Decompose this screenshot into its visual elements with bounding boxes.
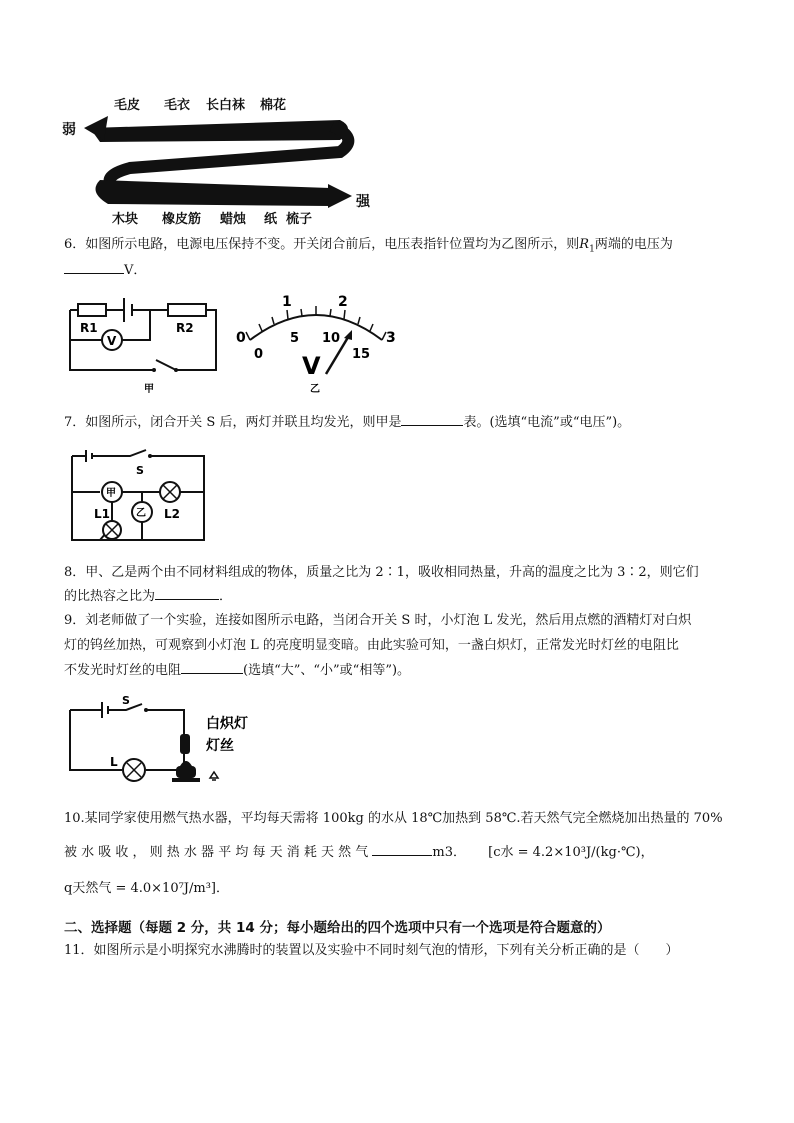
series-bottom-label-3: 蜡烛 bbox=[220, 212, 247, 227]
dial-bottom-0: 0 bbox=[254, 347, 264, 362]
question-7-text: 7．如图所示，闭合开关 S 后，两灯并联且均发光，则甲是 表。(选填“电流”或“电压”)。 bbox=[64, 410, 630, 436]
series-top-label-2: 毛衣 bbox=[164, 98, 191, 113]
q7-meter-yi: 乙 bbox=[136, 508, 146, 519]
q8-answer-blank[interactable] bbox=[155, 585, 219, 600]
question-6-line-2: V． bbox=[64, 258, 146, 284]
q6-circuit-diagram bbox=[64, 292, 224, 396]
dial-bottom-5: 5 bbox=[290, 331, 300, 346]
series-top-label-3: 长白袜 bbox=[206, 98, 246, 113]
r2-label: R2 bbox=[176, 321, 194, 335]
q7-circuit-diagram bbox=[66, 446, 212, 548]
q9-lamp-label: L bbox=[110, 755, 118, 769]
q6-voltmeter-dial bbox=[232, 292, 402, 396]
question-10-line-2: 被 水 吸 收 ， 则 热 水 器 平 均 每 天 消 耗 天 然 气 m3． [c水 = 4.2×10³J/(kg·℃)， bbox=[64, 840, 654, 866]
q7-switch-label: S bbox=[136, 464, 144, 477]
series-top-label-4: 棉花 bbox=[260, 98, 287, 113]
series-top-label-1: 毛皮 bbox=[114, 98, 141, 113]
dial-top-1: 1 bbox=[282, 294, 292, 310]
q7-meter-jia: 甲 bbox=[106, 488, 116, 499]
question-11-text: 11．如图所示是小明探究水沸腾时的装置以及实验中不同时刻气泡的情形，下列有关分析正确的是（ ） bbox=[64, 943, 679, 958]
series-bottom-label-1: 木块 bbox=[112, 212, 139, 227]
question-10-line-3 bbox=[64, 876, 229, 902]
question-9-line-3: 不发光时灯丝的电阻 (选填“大”、“小”或“相等”)。 bbox=[64, 658, 410, 684]
fig-a-caption: 甲 bbox=[144, 384, 154, 395]
q7-lamp1-label: L1 bbox=[94, 507, 110, 521]
dial-v-symbol: V bbox=[302, 352, 321, 380]
question-8-line-2: 的比热容之比为 ． bbox=[64, 584, 232, 610]
dial-bottom-15: 15 bbox=[352, 347, 371, 362]
series-strong-label: 强 bbox=[356, 194, 370, 210]
q10-specific-heat-formula: [c水 = 4.2×10³J/(kg·℃)， bbox=[488, 845, 654, 860]
q9-bulb-label: 白炽灯 bbox=[206, 716, 248, 732]
question-8-line-1: 8．甲、乙是两个由不同材料组成的物体，质量之比为 2∶1，吸收相同热量，升高的温度之比为 3∶2，则它们 bbox=[64, 565, 699, 580]
q6-answer-blank[interactable] bbox=[64, 259, 124, 274]
series-weak-label: 弱 bbox=[62, 122, 76, 138]
r1-symbol: R bbox=[579, 237, 590, 252]
q10-answer-blank[interactable] bbox=[372, 841, 432, 856]
series-bottom-label-4: 纸 bbox=[264, 212, 278, 227]
question-6-line-1: 6．如图所示电路，电源电压保持不变。开关闭合前后，电压表指针位置均为乙图所示，则$R_1$两端的电压为 bbox=[64, 237, 673, 255]
q9-circuit-diagram bbox=[66, 694, 266, 794]
section-2-heading: 二、选择题（每题 2 分，共 14 分；每小题给出的四个选项中只有一个选项是符合题意的） bbox=[64, 920, 611, 936]
q7-answer-blank[interactable] bbox=[401, 411, 463, 426]
q9-answer-blank[interactable] bbox=[181, 659, 243, 674]
q9-switch-label: S bbox=[122, 694, 130, 707]
series-bottom-label-5: 梳子 bbox=[286, 212, 313, 227]
question-9-line-2: 灯的钨丝加热，可观察到小灯泡 L 的亮度明显变暗。由此实验可知，一盏白炽灯，正常发光时灯丝的电阻比 bbox=[64, 638, 679, 653]
question-9-line-1: 9．刘老师做了一个实验，连接如图所示电路，当闭合开关 S 时，小灯泡 L 发光，然后用点燃的酒精灯对白炽 bbox=[64, 613, 692, 628]
q7-lamp2-label: L2 bbox=[164, 507, 180, 521]
dial-top-3: 3 bbox=[386, 330, 396, 346]
r1-label: R1 bbox=[80, 321, 98, 335]
q10-heat-value-formula: q天然气 = 4.0×10⁷J/m³]． bbox=[64, 881, 230, 896]
dial-top-2: 2 bbox=[338, 294, 348, 310]
triboelectric-series-figure bbox=[60, 88, 380, 228]
q9-filament-label: 灯丝 bbox=[206, 738, 234, 754]
dial-bottom-10: 10 bbox=[322, 331, 341, 346]
question-10-line-1: 10.某同学家使用燃气热水器，平均每天需将 100kg 的水从 18℃加热到 58℃.若天然气完全燃烧加出热量的 70% bbox=[64, 811, 723, 826]
series-bottom-label-2: 橡皮筋 bbox=[162, 212, 202, 227]
fig-b-caption: 乙 bbox=[310, 384, 320, 395]
voltmeter-label: V bbox=[107, 334, 117, 348]
dial-top-0: 0 bbox=[236, 330, 246, 346]
